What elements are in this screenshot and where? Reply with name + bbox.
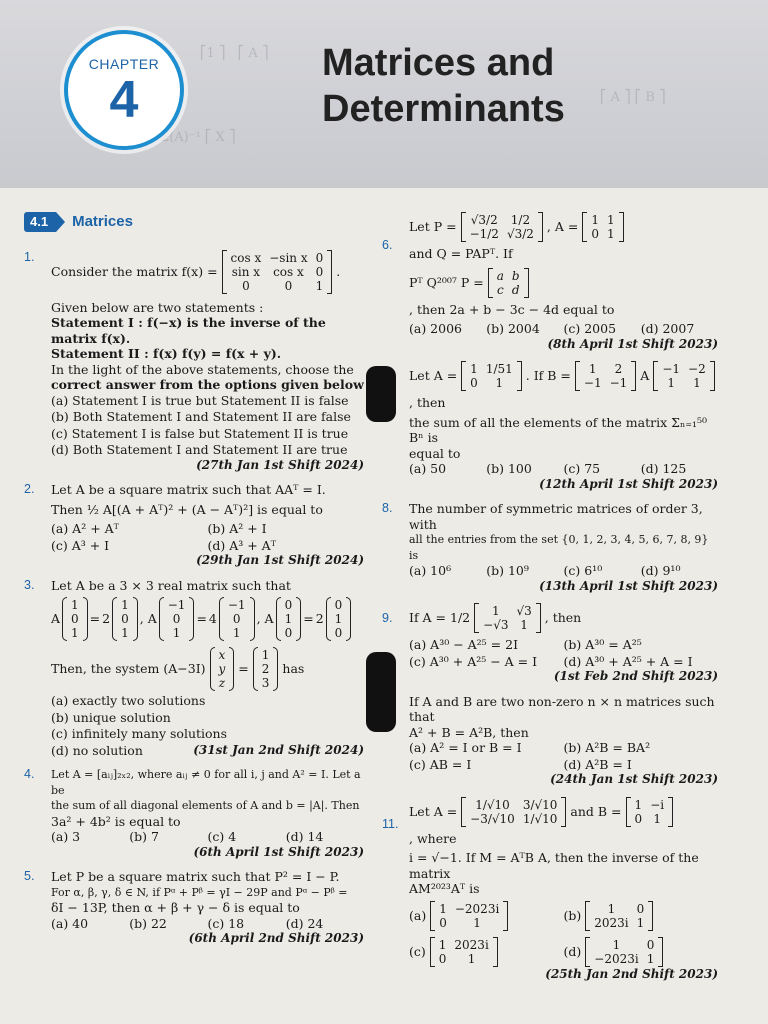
chapter-number: 4 (109, 71, 139, 129)
option: (c) 4 (207, 829, 237, 844)
cell: cos x (273, 264, 304, 279)
section-title: Matrices (72, 213, 133, 230)
option: (c) infinitely many solutions (51, 726, 228, 741)
chapter-badge (64, 30, 184, 150)
matrix-a: 1 1 0 1 (582, 212, 623, 242)
option: (a) 50 (409, 461, 447, 476)
exam-source: (6th April 1st Shift 2023) (193, 844, 364, 859)
option: (a) A² + Aᵀ (51, 521, 119, 536)
option: (d) 9¹⁰ (640, 563, 681, 578)
question-stem (409, 797, 718, 847)
option: (c) 1 2023i 0 1 (409, 937, 564, 967)
stem-text: Pᵀ Q²⁰⁰⁷ P = (409, 274, 484, 290)
option: (b) 100 (486, 461, 532, 476)
option: (b) unique solution (51, 709, 171, 725)
right-column (382, 212, 718, 991)
question-number: 4. (24, 767, 35, 781)
stem-text: equal to (409, 445, 461, 461)
exam-source: (6th April 2nd Shift 2023) (188, 931, 364, 945)
matrix-b1: 1 2 −1 −1 (575, 361, 636, 391)
title-line-2: Determinants (322, 88, 565, 130)
question-number: 3. (24, 577, 35, 592)
options (409, 740, 718, 772)
background-watermark: ⎡1 ⎤ ⎡ A ⎤ (200, 46, 269, 61)
option: (b) 2004 (486, 321, 540, 336)
options (409, 563, 718, 579)
question-8 (382, 501, 718, 594)
option: (b) A³⁰ = A²⁵ (563, 637, 642, 652)
stem-text: Let P be a square matrix such that P² = I − P. (51, 869, 340, 884)
cell: 1 (315, 278, 324, 293)
stem-text: , then (544, 610, 582, 626)
vector: 0 1 0 (326, 597, 352, 641)
cell: sin x (231, 264, 261, 279)
option: (d) A²B = I (563, 756, 632, 772)
stem-text: Then ½ A[(A + Aᵀ)² + (A − Aᵀ)²] is equal to (51, 501, 323, 517)
exam-source: (12th April 1st Shift 2023) (539, 476, 718, 491)
question-number: 1. (24, 249, 35, 264)
stem-text: , then (409, 395, 446, 410)
stem-text: , A = (546, 219, 579, 235)
title-line-1: Matrices and (322, 42, 555, 84)
question-9 (382, 603, 718, 685)
option: (d) 24 (285, 915, 324, 931)
vector: −1 0 1 (219, 597, 255, 641)
stem-text: For α, β, γ, δ ∈ N, if Pᵅ + Pᵝ = γI − 29P and Pᵅ − Pᵝ = (51, 885, 348, 899)
options (409, 461, 718, 477)
stem-text: Let P = (409, 219, 457, 235)
options (51, 393, 364, 458)
stem-text: 3a² + 4b² is equal to (51, 813, 181, 829)
cell: cos x (230, 250, 262, 265)
stem-text: Let A be a 3 × 3 real matrix such that (51, 577, 291, 593)
stem-text: The number of symmetric matrices of order 3, with (409, 501, 703, 532)
stem-text: and Q = PAPᵀ. If (409, 246, 513, 261)
exam-source: (13th April 1st Shift 2023) (539, 578, 718, 593)
exam-source: (8th April 1st Shift 2023) (547, 336, 718, 351)
option: (a) 40 (51, 915, 89, 931)
option: (a) 1 −2023i 0 1 (409, 901, 564, 931)
option: (c) A³ + I (51, 537, 110, 553)
option: (c) 6¹⁰ (563, 563, 603, 578)
scalar: 1/2 (450, 610, 471, 626)
section-number: 4.1 (24, 212, 56, 232)
option: (a) A² = I or B = I (409, 740, 522, 755)
options (51, 521, 364, 553)
question-stem (409, 603, 718, 633)
question-number: 8. (382, 501, 393, 515)
option: (c) 18 (207, 915, 245, 931)
option: (d) 1 0 −2023i 1 (564, 937, 719, 967)
option: (c) AB = I (409, 756, 472, 772)
option: (b) Both Statement I and Statement II are false (51, 409, 351, 424)
instruction-text: In the light of the above statements, choose the (51, 361, 354, 377)
option: (c) 75 (563, 461, 601, 476)
statement-2: Statement II : f(x) f(y) = f(x + y). (51, 346, 282, 361)
question-number: 9. (382, 611, 393, 625)
cell: 0 (242, 278, 250, 293)
option: (c) A³⁰ + A²⁵ − A = I (409, 653, 538, 669)
options (51, 916, 364, 932)
vector: x y z (210, 647, 235, 691)
left-column (24, 208, 364, 956)
options (409, 637, 718, 669)
option: (c) 2005 (563, 321, 617, 336)
question-5 (24, 869, 364, 947)
chapter-title (322, 40, 565, 132)
question-1 (24, 250, 364, 474)
given-text: Given below are two statements : (51, 299, 264, 315)
stem-text: all the entries from the set {0, 1, 2, 3, 4, 5, 6, 7, 8, 9} is (409, 533, 709, 562)
stem-text: , then 2a + b − 3c − 4d equal to (409, 301, 615, 317)
question-number: 5. (24, 869, 35, 883)
option: (a) 3 (51, 829, 81, 844)
question-7 (382, 361, 718, 492)
statement-1: Statement I : f(−x) is the inverse of the matrix f(x). (51, 315, 326, 346)
question-11 (382, 797, 718, 983)
stem-text: and B = (570, 803, 622, 819)
question-number: 11. (382, 816, 399, 831)
option: (c) Statement I is false but Statement II is true (51, 425, 349, 441)
option: (a) 2006 (409, 321, 462, 336)
stem-text: δI − 13P, then α + β + γ − δ is equal to (51, 900, 300, 915)
stem-text: AM²⁰²³Aᵀ is (409, 881, 480, 896)
option: (d) 14 (285, 829, 324, 844)
option: (b) A² + I (207, 521, 267, 536)
stem-text: , where (409, 830, 457, 846)
instruction-text: correct answer from the options given below (51, 377, 364, 392)
vector: 1 2 3 (253, 647, 279, 691)
system-text: Then, the system (A−3I) (51, 661, 206, 677)
system-text: has (282, 661, 305, 677)
question-stem (409, 268, 718, 318)
eigen-equations: A 1 0 1 = 2 1 0 1 , A −1 0 1 = 4 −1 0 1 , A 0 1 0 = 2 0 1 0 (51, 597, 364, 641)
cell: 0 (315, 250, 324, 265)
vector: −1 0 1 (159, 597, 195, 641)
option: (a) exactly two solutions (51, 693, 206, 708)
cell: −sin x (269, 250, 308, 265)
vector: 1 0 1 (62, 597, 88, 641)
option: (d) Both Statement I and Statement II are true (51, 442, 348, 457)
stem-text: . If B = (525, 368, 571, 384)
option: (a) Statement I is true but Statement II is false (51, 392, 349, 408)
background-watermark: ⎡ A ⎤ ⎡ B ⎤ (600, 90, 666, 105)
matrix-a: 1/√10 3/√10 −3/√10 1/√10 (461, 797, 566, 827)
vector: 0 1 0 (276, 597, 302, 641)
question-3 (24, 578, 364, 759)
exam-source: (24th Jan 1st Shift 2023) (550, 772, 718, 786)
option: (d) A³ + Aᵀ (207, 537, 276, 553)
question-6 (382, 212, 718, 352)
question-stem: Consider the matrix f(x) = cos x −sin x 0 sin x cos x 0 0 0 1 . (51, 250, 341, 293)
stem-text: the sum of all diagonal elements of A and b = |A|. Then (51, 799, 360, 812)
option-matrix: 1 0 2023i 1 (585, 901, 653, 931)
question-number: 2. (24, 482, 35, 496)
matrix-a: 1 1/51 0 1 (461, 361, 522, 391)
stem-text: Let A = (409, 368, 458, 384)
exam-source: (1st Feb 2nd Shift 2023) (553, 669, 718, 683)
matrix-b: 1 −i 0 1 (626, 797, 674, 827)
exam-source: (25th Jan 2nd Shift 2023) (545, 966, 718, 981)
matrix-abcd: a b c d (488, 268, 529, 298)
matrix-b2: −1 −2 1 1 (653, 361, 714, 391)
stem-text: If A and B are two non-zero n × n matrices such that (409, 693, 715, 724)
background-watermark: Σ(A)⁻¹ ⎡ X ⎤ (160, 130, 236, 145)
exam-source: (29th Jan 1st Shift 2024) (196, 553, 364, 567)
question-stem (409, 212, 718, 262)
exam-source: (31st Jan 2nd Shift 2024) (193, 742, 364, 757)
option: (b) A²B = BA² (563, 740, 651, 755)
stem-text: Let A = [aᵢⱼ]₂ₓ₂, where aᵢⱼ ≠ 0 for all i, j and A² = I. Let a be (51, 768, 361, 797)
matrix-a: 1 √3 −√3 1 (474, 603, 541, 633)
option: (d) no solution (51, 742, 143, 758)
question-stem: Let A = 1 1/51 0 1 . If B = 1 2 −1 −1 A −1 −2 1 1 , then (409, 361, 718, 411)
option: (b) 1 0 2023i 1 (564, 901, 719, 931)
option: (d) 125 (640, 461, 687, 476)
cell: 0 (284, 278, 293, 293)
stem-text: Let A = (409, 803, 458, 819)
option: (b) 10⁹ (486, 563, 529, 578)
options (409, 901, 718, 967)
options (51, 829, 364, 845)
cell: 0 (315, 264, 324, 279)
option: (d) 2007 (640, 321, 695, 336)
section-heading (24, 212, 364, 232)
option: (b) 7 (129, 829, 159, 844)
stem-text: i = √−1. If M = AᵀB A, then the inverse of the matrix (409, 850, 699, 881)
question-10 (382, 694, 718, 788)
option-matrix: 1 0 −2023i 1 (585, 937, 663, 967)
system-equation: Then, the system (A−3I) x y z = 1 2 3 has (51, 648, 305, 690)
stem-text: Consider the matrix f(x) = (51, 263, 218, 279)
option: (a) A³⁰ − A²⁵ = 2I (409, 637, 519, 652)
matrix-f (222, 250, 333, 294)
options (409, 321, 718, 337)
option-matrix: 1 2023i 0 1 (430, 937, 498, 967)
options (51, 693, 364, 758)
stem-text: the sum of all the elements of the matrix Σₙ₌₁⁵⁰ Bⁿ is (409, 414, 708, 445)
stem-text: If A = (409, 610, 447, 626)
stem-text: A² + B = A²B, then (409, 724, 529, 740)
option: (b) 22 (129, 915, 167, 931)
option-matrix: 1 −2023i 0 1 (430, 901, 508, 931)
vector: 1 0 1 (112, 597, 138, 641)
matrix-p: √3/2 1/2 −1/2 √3/2 (461, 212, 543, 242)
chapter-label: CHAPTER (88, 56, 160, 72)
chapter-header (0, 0, 768, 188)
question-4 (24, 767, 364, 860)
exam-source: (27th Jan 1st Shift 2024) (196, 457, 364, 472)
question-2 (24, 482, 364, 569)
question-number: 6. (382, 238, 393, 252)
option: (d) A³⁰ + A²⁵ + A = I (563, 653, 693, 669)
stem-text: Let A be a square matrix such that AAᵀ = I. (51, 482, 326, 497)
option: (a) 10⁶ (409, 563, 452, 578)
